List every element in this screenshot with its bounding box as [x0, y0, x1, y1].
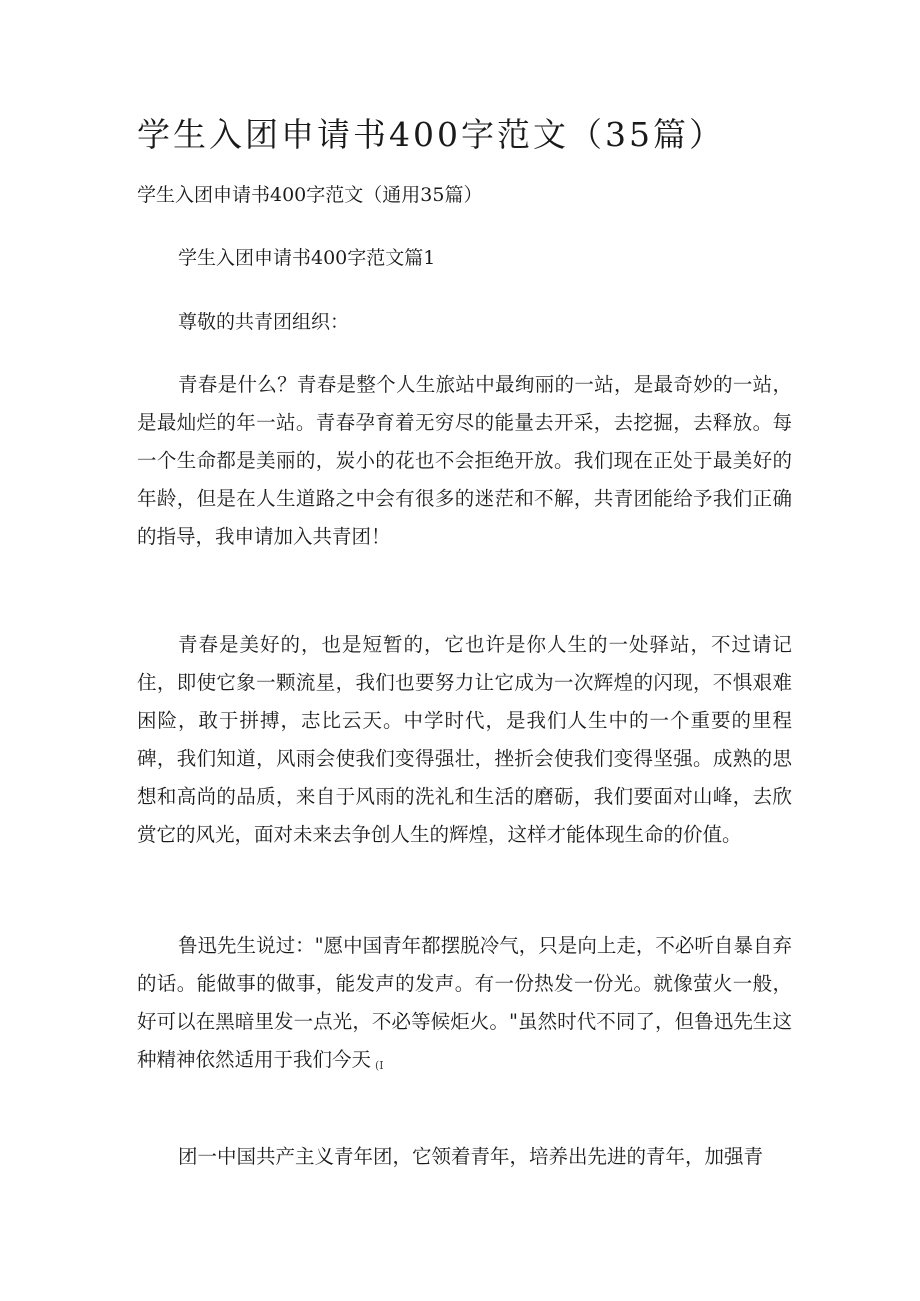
footnote-mark: (I [375, 1059, 384, 1072]
document-subtitle: 学生入团申请书400字范文（通用35篇） [137, 184, 483, 206]
body-paragraph [137, 927, 792, 1085]
body-paragraph: 青春是什么？青春是整个人生旅站中最绚丽的一站，是最奇妙的一站，是最灿烂的年一站。青春孕育着无穷尽的能量去开采，去挖掘，去释放。每一个生命都是美丽的，炭小的花也不会拒绝开放。我们现在正处于最美好的年龄，但是在人生道路之中会有很多的迷茫和不解，共青团能给予我们正确的指导，我申请加入共青团！ [137, 373, 792, 548]
body-paragraph-text: 鲁迅先生说过："愿中国青年都摆脱冷气，只是向上走，不必听自暴自弃的话。能做事的做事，能发声的发声。有一份热发一份光。就像萤火一般，好可以在黑暗里发一点光，不必等候炬火。"虽然时代不同了，但鲁迅先生这种精神依然适用于我们今天 [137, 934, 792, 1071]
salutation: 尊敬的共青团组织： [178, 311, 350, 333]
body-paragraph: 团一中国共产主义青年团，它领着青年，培养出先进的青年，加强青 [178, 1145, 764, 1168]
section-heading: 学生入团申请书400字范文篇1 [178, 247, 436, 269]
document-title: 学生入团申请书400字范文（35篇） [137, 115, 725, 154]
body-paragraph: 青春是美好的，也是短暂的，它也许是你人生的一处驿站，不过请记住，即使它象一颗流星，我们也要努力让它成为一次辉煌的闪现，不惧艰难困险，敢于拼搏，志比云天。中学时代，是我们人生中的一个重要的里程碑，我们知道，风雨会使我们变得强壮，挫折会使我们变得坚强。成熟的思想和高尚的品质，来自于风雨的洗礼和生活的磨砺，我们要面对山峰，去欣赏它的风光，面对未来去争创人生的辉煌，这样才能体现生命的价值。 [137, 633, 792, 846]
